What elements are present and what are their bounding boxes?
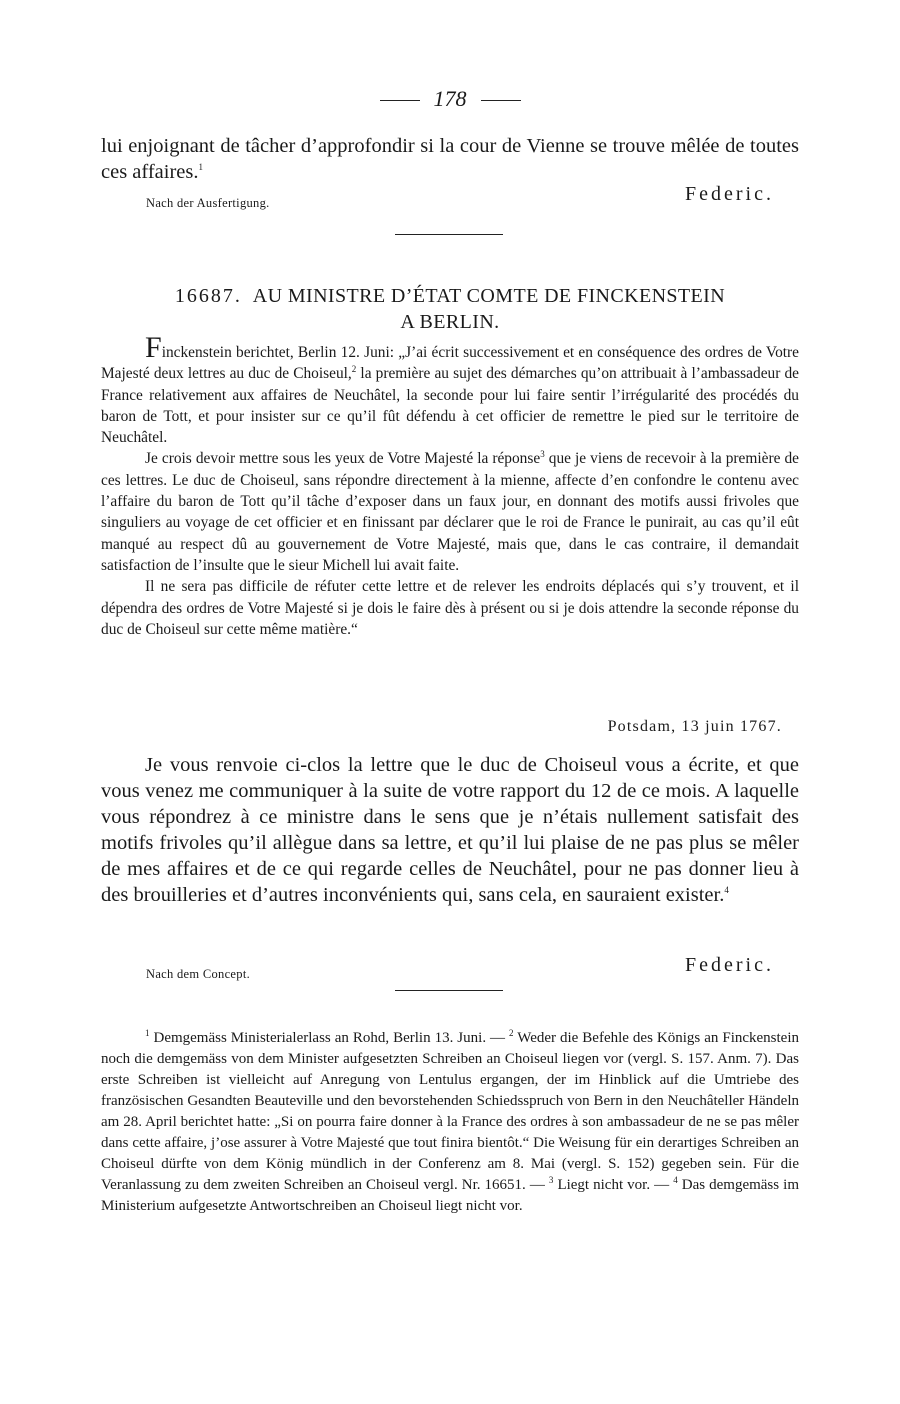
report-paragraph: Il ne sera pas difficile de réfuter cette lettre et de relever les endroits déplacés qui s’y trouvent, et il dépendra des ordres de Votre Majesté si je dois le faire dès à présent ou si je dois attendre la seconde réponse du duc de Choiseul sur cette même matière.“: [101, 578, 799, 638]
report-paragraph: Finckenstein berichtet, Berlin 12. Juni: „J’ai écrit successivement et en conséquence des ordres de Votre Majesté deux lettres au duc de Choiseul,$^2$ la première au sujet des démarches qu’on attribuait à l’ambassadeur de France relativement aux affaires de Neuchâtel, la seconde pour lui faire sentir l’irrégularité des procédés du baron de Tott, et pour insister sur ce qu’il fût défendu à cet officier de remettre le pied sur le territoire de Neuchâtel.: [101, 331, 799, 447]
section-rule: [395, 234, 503, 235]
footnote-ref: 3: [540, 449, 545, 460]
footnotes: $^1$ Demgemäss Ministerialerlass an Rohd, Berlin 13. Juni. — $^2$ Weder die Befehle des Königs an Finckenstein noch die demgemäss von dem Minister aufgesetzten Schreiben an Choiseul liegen vor (vergl. S. 157. Anm. 7). Das erste Schreiben ist vielleicht auf Anregung von Lentulus ergangen, der im Hinblick auf die Umtriebe des französischen Gesandten Beauteville und den bevorstehenden Schiedsspruch von Bern in den Neuchâteller Händeln am 28. April berichtet hatte: „Si on pourra faire donner à la France des ordres à son ambassadeur de ne se pas mêler dans cette affaire, j’ose assurer à Votre Majesté que tout finira bientôt.“ Die Weisung für ein derartiges Schreiben an Choiseul dürfte von dem König mündlich in der Conferenz am 8. Mai (vergl. S. 152) gegeben sein. Für die Veranlassung zu dem zweiten Schreiben an Choiseul vergl. Nr. 16651. — $^3$ Liegt nicht vor. — $^4$ Das demgemäss im Ministerium aufgesetzte Antwortschreiben an Choiseul liegt nicht vor.: [101, 1028, 800, 1214]
footnote-1: Demgemäss Ministerialerlass an Rohd, Berlin 13. Juni. —: [153, 1030, 506, 1046]
report-paragraph: Je crois devoir mettre sous les yeux de Votre Majesté la réponse$^3$ que je viens de recevoir à la première de ces lettres. Le duc de Choiseul, sans répondre directement à la mienne, affecte d’en confondre le contenu avec l’affaire du baron de Tott qu’il tâche d’exposer dans un faux jour, en donnant des motifs aussi frivoles que singuliers au voyage de cet officier et en finissant par déclarer que le roi de France le punirait, au cas qu’il eût manqué au respect dû au gouvernement de Votre Majesté, mais que, dans le cas contraire, il demandait satisfaction de l’insulte que le sieur Michell lui avait faite.: [101, 449, 799, 574]
footnote-ref: 4: [724, 885, 729, 896]
drop-cap: F: [145, 331, 162, 364]
source-note: Nach der Ausfertigung.: [146, 196, 270, 210]
source-note: Nach dem Concept.: [146, 967, 251, 981]
header-dash-left: [380, 100, 420, 101]
footnote-3: Liegt nicht vor. —: [557, 1177, 670, 1193]
signature: Federic.: [685, 183, 774, 205]
footnote-2: Weder die Befehle des Königs an Finckenstein noch die demgemäss von dem Minister aufgesetzten Schreiben an Choiseul liegen vor (vergl. S. 157. Anm. 7). Das erste Schreiben ist vielleicht auf Anregung von Lentulus ergangen, der im Hinblick auf die Umtriebe des französischen Gesandten Beauteville und den bevorstehenden Schiedsspruch von Bern in den Neuchâteller Händeln am 28. April berichtet hatte: „Si on pourra faire donner à la France des ordres à son ambassadeur de ne se pas mêler dans cette affaire, j’ose assurer à Votre Majesté que tout finira bientôt.“ Die Weisung für ein derartiges Schreiben an Choiseul dürfte von dem König mündlich in der Conferenz am 8. Mai (vergl. S. 152) gegeben sein. Für die Veranlassung zu dem zweiten Schreiben an Choiseul vergl. Nr. 16651. —: [101, 1030, 800, 1193]
footnote-ref: 2: [351, 364, 357, 375]
header-dash-right: [481, 100, 521, 101]
letter-title-line2: A BERLIN.: [400, 311, 500, 333]
carryover-paragraph: lui enjoignant de tâcher d’approfondir si la cour de Vienne se trouve mêlée de toutes ces affaires.$^1$: [101, 135, 799, 183]
letter-number: 16687.: [174, 285, 242, 307]
footnote-ref: 1: [198, 162, 204, 173]
footnote-rule: [395, 990, 503, 991]
letter-body: Je vous renvoie ci-clos la lettre que le duc de Choiseul vous a écrite, et que vous venez me communiquer à la suite de votre rapport du 12 de ce mois. A laquelle vous répondrez à ce ministre dans le sens que je n’étais nullement satisfait des motifs frivoles qu’il allègue dans sa lettre, et qu’il lui plaise de ne pas plus se mêler de mes affaires et de ce qui regarde celles de Neuchâtel, pour ne pas donner lieu à des brouilleries et d’autres inconvénients qui, sans cela, en sauraient exister.$^4$: [101, 754, 799, 906]
page-number: 178: [433, 86, 467, 111]
footnote-4: Das demgemäss im Ministerium aufgesetzte Antwortschreiben an Choiseul liegt nicht vor.: [101, 1177, 799, 1214]
letter-title: 16687. AU MINISTRE D’ÉTAT COMTE DE FINCKENSTEIN: [174, 285, 726, 307]
dateline: Potsdam, 13 juin 1767.: [607, 718, 782, 735]
page-header: [0, 86, 900, 112]
report-block: [101, 331, 799, 640]
signature: Federic.: [685, 954, 774, 976]
